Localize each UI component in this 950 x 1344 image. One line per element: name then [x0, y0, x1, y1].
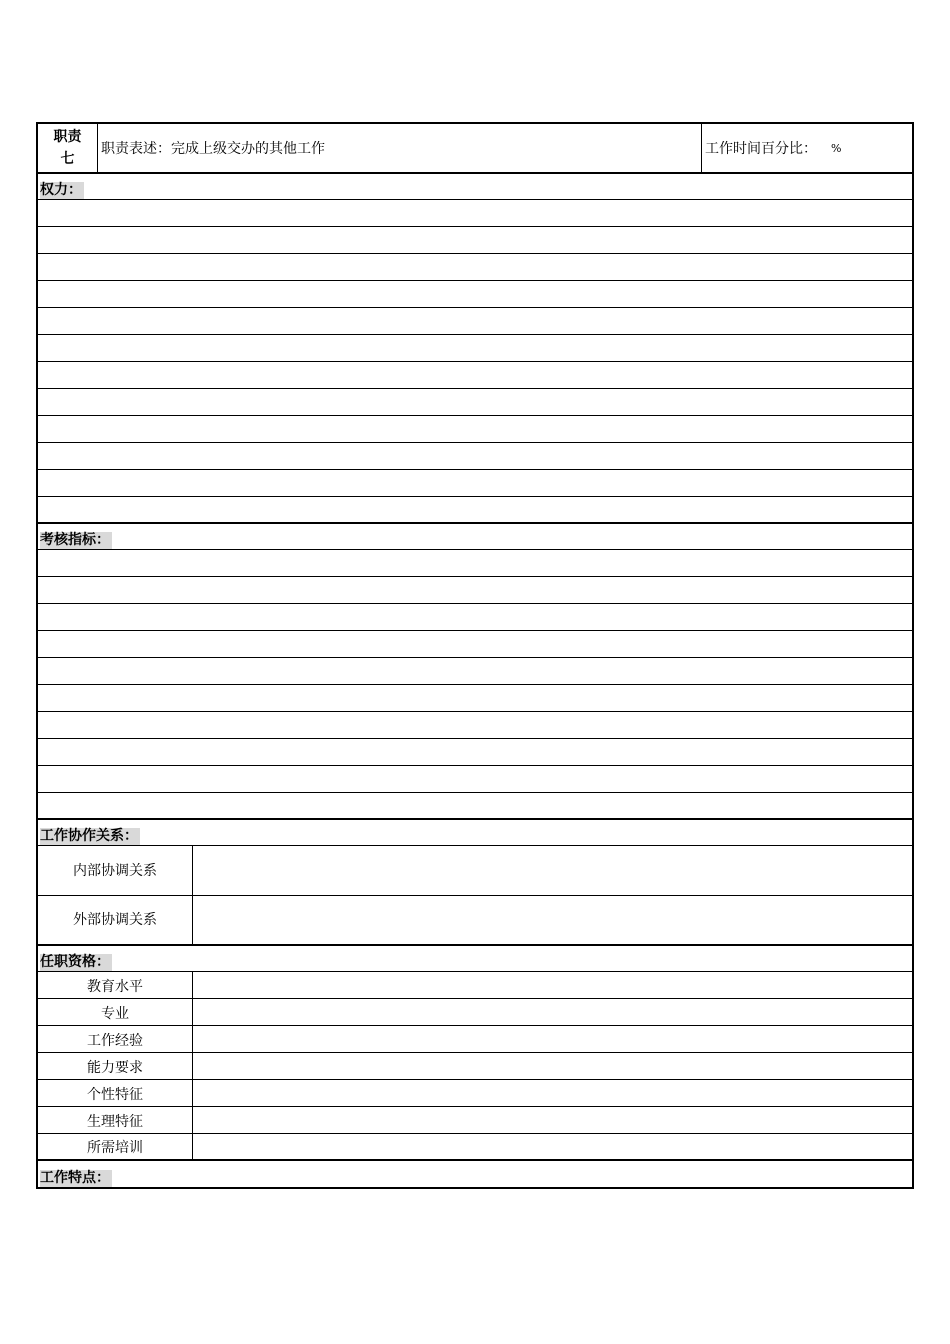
authority-row[interactable]	[38, 470, 912, 497]
external-coordination-row	[38, 896, 912, 946]
kpi-row[interactable]	[38, 577, 912, 604]
time-percent-cell[interactable]	[702, 124, 912, 172]
characteristics-section-header	[38, 1161, 912, 1187]
kpi-row[interactable]	[38, 793, 912, 820]
physical-value[interactable]	[193, 1107, 912, 1133]
qualification-row	[38, 1026, 912, 1053]
kpi-row[interactable]	[38, 631, 912, 658]
authority-row[interactable]	[38, 227, 912, 254]
job-description-form	[36, 122, 914, 1189]
training-value[interactable]	[193, 1134, 912, 1159]
authority-row[interactable]	[38, 200, 912, 227]
duty-description-cell[interactable]	[98, 124, 702, 172]
qualification-row	[38, 972, 912, 999]
characteristics-label: 工作特点：	[40, 1170, 110, 1186]
duty-number-cell	[38, 124, 98, 172]
personality-label: 个性特征	[38, 1080, 193, 1106]
duty-description: 职责表述：完成上级交办的其他工作	[101, 141, 325, 157]
authority-row[interactable]	[38, 281, 912, 308]
authority-row[interactable]	[38, 308, 912, 335]
kpi-row[interactable]	[38, 550, 912, 577]
external-coordination-value[interactable]	[193, 896, 912, 944]
authority-row[interactable]	[38, 389, 912, 416]
internal-coordination-label: 内部协调关系	[38, 846, 193, 895]
authority-row[interactable]	[38, 335, 912, 362]
authority-row[interactable]	[38, 254, 912, 281]
experience-value[interactable]	[193, 1026, 912, 1052]
internal-coordination-value[interactable]	[193, 846, 912, 895]
kpi-row[interactable]	[38, 604, 912, 631]
percent-sign: %	[831, 141, 842, 155]
authority-section-header	[38, 174, 912, 200]
kpi-row[interactable]	[38, 766, 912, 793]
training-label: 所需培训	[38, 1134, 193, 1159]
authority-row[interactable]	[38, 443, 912, 470]
qualification-row	[38, 1080, 912, 1107]
kpi-section-header	[38, 524, 912, 550]
authority-row[interactable]	[38, 497, 912, 524]
physical-label: 生理特征	[38, 1107, 193, 1133]
duty-number-line2: 七	[60, 151, 75, 167]
kpi-row[interactable]	[38, 658, 912, 685]
education-label: 教育水平	[38, 972, 193, 998]
qualification-section-header	[38, 946, 912, 972]
qualification-row	[38, 1134, 912, 1161]
cooperation-label: 工作协作关系：	[40, 828, 138, 844]
experience-label: 工作经验	[38, 1026, 193, 1052]
authority-label: 权力：	[40, 182, 82, 198]
ability-label: 能力要求	[38, 1053, 193, 1079]
authority-row[interactable]	[38, 416, 912, 443]
kpi-row[interactable]	[38, 739, 912, 766]
qualification-label: 任职资格：	[40, 954, 110, 970]
ability-value[interactable]	[193, 1053, 912, 1079]
time-percent-label: 工作时间百分比：	[705, 141, 817, 157]
qualification-row	[38, 1053, 912, 1080]
internal-coordination-row	[38, 846, 912, 896]
cooperation-section-header	[38, 820, 912, 846]
authority-row[interactable]	[38, 362, 912, 389]
kpi-label: 考核指标：	[40, 532, 110, 548]
duty-number-line1: 职责	[53, 129, 82, 145]
education-value[interactable]	[193, 972, 912, 998]
major-value[interactable]	[193, 999, 912, 1025]
kpi-row[interactable]	[38, 685, 912, 712]
external-coordination-label: 外部协调关系	[38, 896, 193, 944]
personality-value[interactable]	[193, 1080, 912, 1106]
kpi-row[interactable]	[38, 712, 912, 739]
qualification-row	[38, 999, 912, 1026]
qualification-row	[38, 1107, 912, 1134]
major-label: 专业	[38, 999, 193, 1025]
duty-header-row	[38, 124, 912, 174]
